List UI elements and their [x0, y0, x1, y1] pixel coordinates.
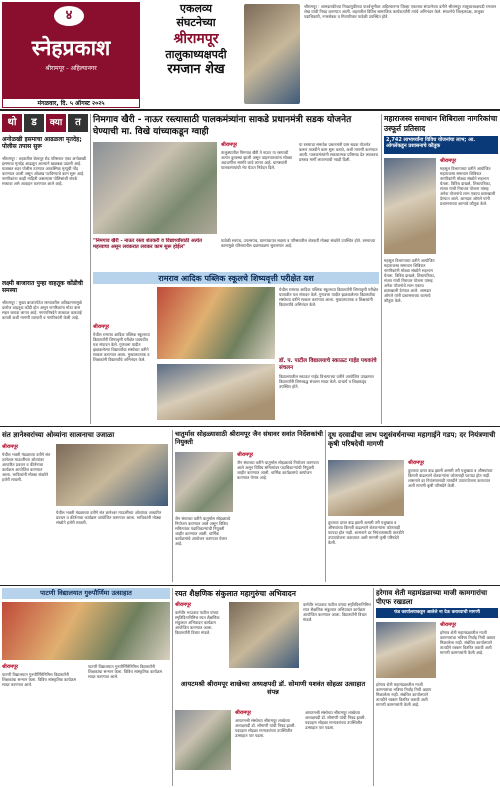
band3-right-photo — [376, 622, 436, 678]
band3-left-story — [2, 588, 170, 786]
masthead-rule — [0, 109, 500, 111]
thodkyat-logo — [2, 114, 88, 132]
band3-sub-body-cont: आयटमश्री संस्थेच्या श्रीरामपूर शाखेच्या अध्यक्षपदी डॉ. सोमाणी यांची निवड झाली. पदग्रहण सोहळा मान्यवरांच्या उपस्थितीत उत्साहात पार पडला. — [305, 710, 366, 730]
top-story-tag: श्रीरामपूर — [221, 142, 238, 148]
story1-headline: अनोळखी इसमाचा आढळला मृतदेह; पोलीस तपास सुरू — [2, 136, 82, 150]
band3-left-body-cont: पाटणी विद्यालयात गुरुपौर्णिमेनिमित्त विद्यार्थ्यांनी शिक्षकांचा सन्मान केला. विविध सांस्कृतिक कार्यक्रम सादर करण्यात आले. — [88, 664, 163, 679]
band2-left-body: येथील भक्ती मंडळाच्या वतीने संत ज्ञानेश्वर माऊलींच्या ओव्यांवर आधारित प्रवचन व कीर्तनाचा कार्यक्रम आयोजित करण्यात आला. भाविकांनी मोठ्या संख्येने हजेरी लावली. — [2, 452, 51, 482]
band3-mid-story — [175, 588, 371, 786]
band3-sub-photo — [175, 710, 231, 770]
ad-line-1: एकलव्य — [179, 2, 213, 15]
masthead-brand-block — [2, 2, 140, 106]
column-divider-4 — [325, 430, 326, 582]
band2-left-body-cont: येथील भक्ती मंडळाच्या वतीने संत ज्ञानेश्वर माऊलींच्या ओव्यांवर आधारित प्रवचन व कीर्तनाचा कार्यक्रम आयोजित करण्यात आला. भाविकांनी मोठ्या संख्येने हजेरी लावली. — [56, 510, 162, 525]
band3-mid-body: कर्मवीर भाऊराव पाटील यांच्या स्मृतिदिनानिमित्त रयत शैक्षणिक संकुलात अभिवादन कार्यक्रम आयोजित करण्यात आला. विद्यार्थ्यांनी विचार मांडले. — [175, 610, 220, 635]
band2-right-tag: श्रीरामपूर — [408, 460, 425, 466]
story1-body: श्रीरामपूर : शहरातील बेलापूर रोड परिसरात एका अनोळखी इसमाचा मृतदेह आढळून आल्याने खळबळ उडाली आहे. याबाबत शहर पोलीस ठाण्यात आकस्मिक मृत्यूची नोंद करण्यात आली असून ओळख पटविण्याचे काम सुरू आहे. नागरिकांना काही माहिती असल्यास पोलिसांशी संपर्क साधावा असे आवाहन करण्यात आले आहे. — [2, 156, 86, 186]
column-divider-5 — [172, 588, 173, 786]
top-story-body-1: तालुक्यातील निमगाव खैरी ते नाऊर या रस्त्याची अत्यंत दुरवस्था झाली असून वाहनधारकांना मोठ्या अडचणींना सामोरे जावे लागत आहे. ग्रामस्थांनी पालकमंत्र्यांची भेट घेऊन निवेदन दिले. — [221, 150, 293, 170]
ad-headline-block — [144, 2, 248, 106]
band2-right-headline: दूध दरवाढीचा लाभ पशुसंवर्धनाच्या महागाईने गडप; दर नियंत्रणाची कृषी परिषदेची मागणी — [328, 430, 496, 448]
band2-right-body: दुधाच्या दरात वाढ झाली असली तरी पशुखाद्य व औषधांच्या किमती वाढल्याने शेतकऱ्यांना कोणताही फायदा होत नाही. शासनाने दर नियंत्रणासाठी तातडीने उपाययोजना कराव्यात अशी मागणी कृषी परिषदेने केली. — [408, 468, 493, 488]
masthead — [0, 0, 500, 108]
band3-mid-body-cont: कर्मवीर भाऊराव पाटील यांच्या स्मृतिदिनानिमित्त रयत शैक्षणिक संकुलात अभिवादन कार्यक्रम आयोजित करण्यात आला. विद्यार्थ्यांनी विचार मांडले. — [303, 602, 371, 622]
story2-headline: लक्ष्मी बाजारात पुन्हा वाहतूक कोंडीची समस्या — [2, 280, 83, 294]
top-story-body-2: या रस्त्याचा समावेश प्रधानमंत्री ग्राम सडक योजनेत करून तातडीने काम सुरू करावे, अशी मागणी करण्यात आली. पालकमंत्र्यांनी सकारात्मक प्रतिसाद देत लवकरच प्रस्ताव मार्गी लावण्याची ग्वाही दिली. — [299, 142, 378, 162]
school-story-headline: रामराव आदिक पब्लिक स्कूलचे शिष्यवृत्ती परीक्षेत यश — [93, 272, 379, 284]
band2-mid-body-cont: जैन संघाच्या वतीने चातुर्मास सोहळ्याचे नियोजन करण्यात आले असून विविध समित्यांवर पदाधिकाऱ्यांची नियुक्ती जाहीर करण्यात आली. धार्मिक कार्यक्रमांचे आयोजन करण्यात येणार आहे. — [175, 516, 231, 546]
logo-letter-1: थो — [2, 114, 22, 132]
band2-left-story — [2, 430, 170, 582]
column-divider-2 — [381, 114, 382, 424]
logo-letter-3: क्या — [46, 114, 66, 132]
right-top-body-cont: महसूल विभागाच्या वतीने आयोजित महाराजस्व समाधान शिबिरात नागरिकांनी मोठ्या संख्येने सहभाग घेतला. विविध दाखले, शिधापत्रिका, संजय गांधी निराधार योजना यांसह अनेक योजनांचे लाभ एकाच छताखाली देण्यात आले. आमदार ओगले यांनी प्रशासनाच्या कामाचे कौतुक केले. — [384, 258, 436, 303]
right-top-photo — [384, 158, 436, 254]
band3-left-photo — [2, 602, 170, 660]
school-story-photo — [157, 287, 275, 359]
ad-line-4: तालुकाध्यक्षपदी — [165, 48, 227, 61]
ad-text: श्रीरामपूर : आमदारकीच्या निवडणुकीच्या पार्श्वभूमीवर अहिल्यानगर जिल्हा एकलव्य संघटनेच्या वतीने श्रीरामपूर तालुकाध्यक्षपदी रमजान शेख यांची निवड करण्यात आली. शहरातील विविध सामाजिक कार्यकर्त्यांनी त्यांचे अभिनंदन केले. संघटनेचे जिल्हाध्यक्ष, तालुका पदाधिकारी, नगरसेवक व मित्रपरिवार यावेळी उपस्थित होते. — [304, 4, 497, 19]
band2-left-headline: संत ज्ञानेश्वरांच्या ओव्यांना सात्वनाचा उजाळा — [2, 430, 115, 439]
ad-line-2: संघटनेच्या — [176, 16, 216, 29]
logo-letter-4: त — [68, 114, 88, 132]
band2-left-tag: श्रीरामपूर — [2, 444, 19, 450]
page-number: ४ — [54, 6, 84, 26]
band3-sub-tag: श्रीरामपूर — [235, 710, 252, 716]
band3-right-tag: श्रीरामपूर — [440, 622, 457, 628]
band3-right-body-cont: हरेगाव शेती महामंडळातील माजी कामगारांचा भविष्य निर्वाह निधी अद्याप मिळालेला नाही. संबंधित कार्यालयाने तातडीने रक्कम वितरित करावी अशी मागणी कामगारांनी केली आहे. — [376, 682, 432, 707]
story2-body: श्रीरामपूर : मुख्य बाजारपेठेत रस्त्यावरील अतिक्रमणामुळे दररोज वाहतूक कोंडी होत असून नागरिकांना मोठा त्रास सहन करावा लागत आहे. नगरपरिषदेने तात्काळ कारवाई करावी अशी मागणी व्यापारी व नागरिकांनी केली आहे. — [2, 300, 82, 320]
top-story-quote: "निमगाव खैरी - नाऊर रस्ता शेतकरी व विद्यार्थ्यांसाठी अत्यंत महत्त्वाचा असून लवकरात लवकर काम सुरू होईल" — [93, 238, 202, 250]
band2-mid-body: जैन संघाच्या वतीने चातुर्मास सोहळ्याचे नियोजन करण्यात आले असून विविध समित्यांवर पदाधिकाऱ्यांची नियुक्ती जाहीर करण्यात आली. धार्मिक कार्यक्रमांचे आयोजन करण्यात येणार आहे. — [237, 460, 319, 480]
school-story-tag: श्रीरामपूर — [93, 324, 110, 330]
college-story-headline: डॉ. प. पाटील विद्यालयाचे स्काऊट गाईड पथकांचे संचलन — [279, 358, 377, 371]
left-column — [2, 114, 88, 424]
top-story-headline: निमगाव खैरी - नाऊर रस्त्यासाठी पालकमंत्र्यांना साकडे प्रधानमंत्री सडक योजनेत घेण्याची मा. विखे यांच्याकडून ग्वाही — [93, 115, 352, 137]
band-rule-2 — [0, 585, 500, 586]
top-story-photo — [93, 142, 217, 234]
band-rule-1 — [0, 426, 500, 427]
right-top-story — [384, 114, 498, 424]
ad-portrait-photo — [244, 4, 300, 104]
band2-mid-photo — [175, 452, 233, 512]
band2-right-story — [328, 430, 498, 582]
band3-sub-headline: आयटमश्री श्रीरामपूर शाखेच्या अध्यक्षपदी डॉ. सोमाणी यशवंत सोहळा उत्साहात संपन्न — [180, 680, 366, 696]
band3-left-tag: श्रीरामपूर — [2, 664, 19, 670]
band3-right-body: हरेगाव शेती महामंडळातील माजी कामगारांचा भविष्य निर्वाह निधी अद्याप मिळालेला नाही. संबंधित कार्यालयाने तातडीने रक्कम वितरित करावी अशी मागणी कामगारांनी केली आहे. — [440, 630, 496, 655]
band2-mid-headline: चातुर्मास सोहळ्यासाठी श्रीरामपूर जैन संघावर सवांत निर्देशकांची नियुक्ती — [175, 430, 323, 446]
band3-left-body: पाटणी विद्यालयात गुरुपौर्णिमेनिमित्त विद्यार्थ्यांनी शिक्षकांचा सन्मान केला. विविध सांस्कृतिक कार्यक्रम सादर करण्यात आले. — [2, 672, 77, 687]
column-divider-1 — [90, 114, 91, 424]
band3-right-subhead: फंड कार्यालयाकडून आलेले ना देऊ कराव्याची मागणी — [376, 608, 498, 618]
band2-right-body-cont: दुधाच्या दरात वाढ झाली असली तरी पशुखाद्य व औषधांच्या किमती वाढल्याने शेतकऱ्यांना कोणताही फायदा होत नाही. शासनाने दर नियंत्रणासाठी तातडीने उपाययोजना कराव्यात अशी मागणी कृषी परिषदेने केली. — [328, 520, 404, 545]
band3-sub-body: आयटमश्री संस्थेच्या श्रीरामपूर शाखेच्या अध्यक्षपदी डॉ. सोमाणी यांची निवड झाली. पदग्रहण सोहळा मान्यवरांच्या उपस्थितीत उत्साहात पार पडला. — [235, 718, 296, 738]
ad-line-5: रमजान शेख — [167, 62, 225, 77]
college-story-body: विद्यालयातील स्काऊट गाईड विभागाच्या वतीने आयोजित उपक्रमात विद्यार्थ्यांनी शिस्तबद्ध संचलन सादर केले. प्राचार्य व शिक्षकवृंद उपस्थित होते. — [279, 374, 374, 389]
band3-mid-photo — [229, 602, 299, 668]
band3-right-headline: हरेगाव शेती महामंडळाच्या माजी कामगारांचा पीएफ रखडला — [376, 588, 488, 606]
right-top-tag: श्रीरामपूर — [440, 158, 457, 164]
right-top-subhead: 2,742 लाभार्थ्यांना विविध योजनांचा लाभ; आ. ओगलेंकडून प्रशासनाचे कौतुक — [384, 136, 498, 154]
band3-right-story — [376, 588, 498, 786]
band2-mid-story — [175, 430, 323, 582]
right-top-body: महसूल विभागाच्या वतीने आयोजित महाराजस्व समाधान शिबिरात नागरिकांनी मोठ्या संख्येने सहभाग घेतला. विविध दाखले, शिधापत्रिका, संजय गांधी निराधार योजना यांसह अनेक योजनांचे लाभ एकाच छताखाली देण्यात आले. आमदार ओगले यांनी प्रशासनाच्या कामाचे कौतुक केले. — [440, 166, 496, 206]
school-story-body: येथील रामराव आदिक पब्लिक स्कूलच्या विद्यार्थ्यांनी शिष्यवृत्ती परीक्षेत घवघवीत यश संपादन केले. गुणवत्ता यादीत झळकलेल्या विद्यार्थ्यांचा संस्थेच्या वतीने सत्कार करण्यात आला. मुख्याध्यापक व शिक्षकांनी विद्यार्थ्यांचे अभिनंदन केले. — [93, 332, 150, 362]
masthead-subtitle: श्रीरामपूर - अहिल्यानगर — [45, 65, 97, 72]
band3-left-headline: पाटणी विद्यालयात गुरुपौर्णिमा उत्साहात — [2, 588, 170, 599]
ad-line-3: श्रीरामपूर — [173, 31, 219, 47]
band2-mid-tag: श्रीरामपूर — [237, 452, 254, 458]
right-top-headline: महाराजस्व समाधान शिबिराला नागरिकांचा उस्फूर्त प्रतिसाद — [384, 114, 498, 133]
masthead-title: स्नेहप्रकाश — [31, 35, 111, 60]
school-story — [93, 272, 379, 422]
logo-letter-2: ड — [24, 114, 44, 132]
top-story-body-3: यावेळी सरपंच, उपसरपंच, ग्रामपंचायत सदस्य व परिसरातील शेतकरी मोठ्या संख्येने उपस्थित होते. रस्त्याच्या कामामुळे परिसरातील दळणवळण सुधारणार आहे. — [221, 238, 376, 248]
band3-mid-tag: श्रीरामपूर — [175, 602, 192, 608]
band2-left-photo — [56, 444, 168, 506]
column-divider-3 — [172, 430, 173, 582]
band3-mid-headline: रयत शैक्षणिक संकुलात महागुरुंचा अभिवादन — [175, 589, 296, 598]
school-story-body-cont: येथील रामराव आदिक पब्लिक स्कूलच्या विद्यार्थ्यांनी शिष्यवृत्ती परीक्षेत घवघवीत यश संपादन केले. गुणवत्ता यादीत झळकलेल्या विद्यार्थ्यांचा संस्थेच्या वतीने सत्कार करण्यात आला. मुख्याध्यापक व शिक्षकांनी विद्यार्थ्यांचे अभिनंदन केले. — [279, 287, 379, 307]
dateline: मंगळवार, दि. ५ ऑगस्ट २०२५ — [2, 98, 140, 108]
column-divider-6 — [373, 588, 374, 786]
band2-right-photo — [328, 460, 404, 516]
college-story-photo — [157, 364, 275, 420]
